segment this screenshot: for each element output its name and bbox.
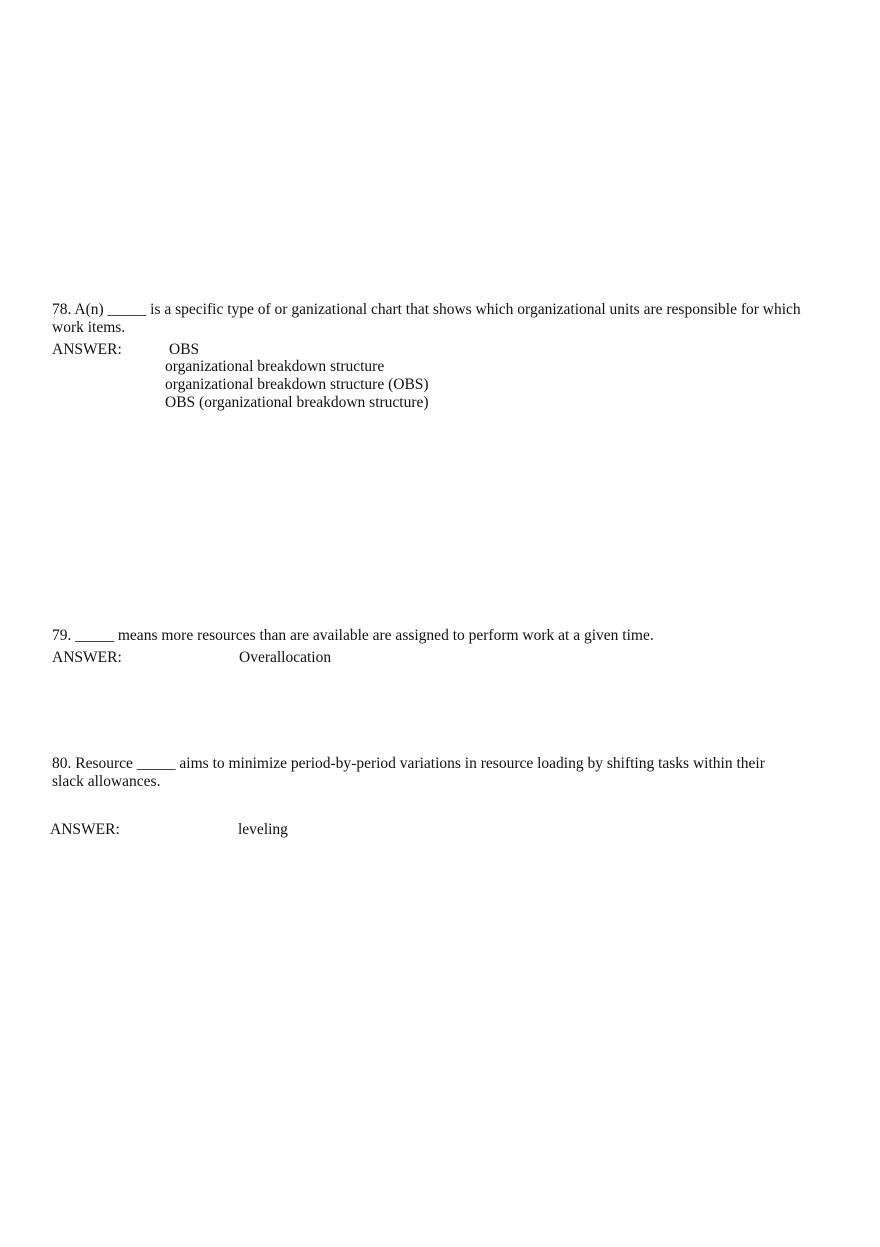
question-78-answer-1: OBS bbox=[169, 341, 200, 358]
question-78-answer-label: ANSWER: bbox=[52, 341, 122, 358]
question-78-answer-3: organizational breakdown structure (OBS) bbox=[165, 376, 429, 393]
question-79-answer-1: Overallocation bbox=[239, 649, 332, 666]
question-80-text: 80. Resource _____ aims to minimize period-by-period variations in resource loading by shifting tasks within their slack allowances. bbox=[52, 755, 765, 790]
question-80-answer-1: leveling bbox=[238, 821, 288, 838]
question-80-answer-label: ANSWER: bbox=[50, 821, 120, 838]
question-78-answer-4: OBS (organizational breakdown structure) bbox=[165, 394, 429, 411]
question-78-answer-2: organizational breakdown structure bbox=[165, 358, 385, 375]
question-78-text: 78. A(n) _____ is a specific type of or ganizational chart that shows which organizational units are responsible for which work items. bbox=[52, 301, 801, 336]
question-79-text: 79. _____ means more resources than are available are assigned to perform work at a given time. bbox=[52, 627, 654, 644]
question-79-answer-label: ANSWER: bbox=[52, 649, 122, 666]
